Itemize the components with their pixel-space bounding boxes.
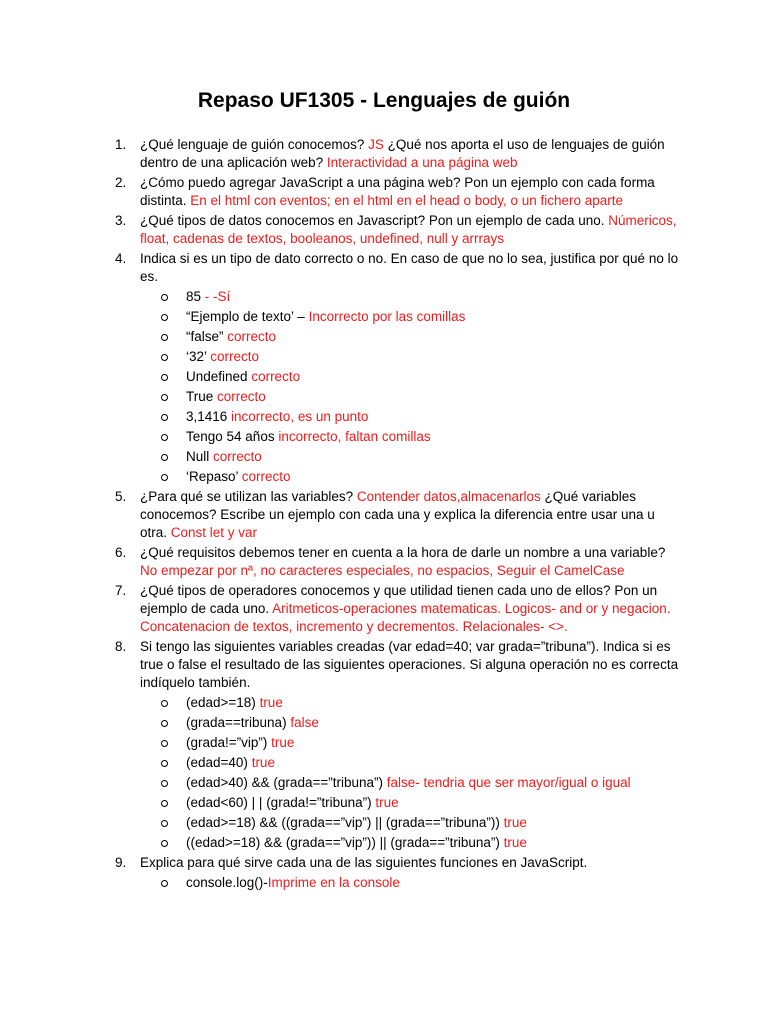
question-item [115,136,680,172]
sub-item [140,288,680,306]
sub-item-answer: Imprime en la console [267,875,400,890]
question-text: Indica si es un tipo de dato correcto o no. En caso de que no lo sea, justifica por qué no lo es. [140,251,679,284]
sub-item [140,754,680,772]
sub-item-answer: correcto [213,449,262,464]
question-item [115,544,680,580]
question-text: Si tengo las siguientes variables creadas (var edad=40; var grada=”tribuna”). Indica si es true o false el resultado de las siguientes operaciones. Si alguna operación no es correcta indíquelo también. [140,639,679,690]
sub-item-text: (edad=40) [186,755,252,770]
question-text: Explica para qué sirve cada una de las siguientes funciones en JavaScript. [140,855,588,870]
answer-text: Aritmeticos-operaciones matematicas. Logicos- and or y negacion. Concatenacion de textos, incremento y decrementos. Relacionales- <>. [140,601,671,634]
sub-item-answer: - -Sí [204,289,231,304]
question-item [115,174,680,210]
sub-item [140,874,680,892]
question-text: ¿Qué nos aporta el uso de lenguajes de guión dentro de una aplicación web? [140,137,665,170]
sub-list [140,694,680,852]
sub-item [140,448,680,466]
sub-item-text: (grada!=”vip”) [186,735,272,750]
answer-text: No empezar por nª, no caracteres especiales, no espacios, Seguir el CamelCase [140,563,625,578]
sub-item [140,734,680,752]
sub-item-text: Null [186,449,214,464]
question-number: 2. [115,175,127,190]
sub-item-text: 85 [186,289,205,304]
sub-item [140,368,680,386]
sub-item [140,348,680,366]
question-number: 1. [115,137,127,152]
sub-list [140,288,680,486]
answer-text: Númericos, float, cadenas de textos, booleanos, undefined, null y arrrays [140,213,677,246]
question-text: ¿Qué tipos de operadores conocemos y que utilidad tienen cada uno de ellos? Pon un ejemplo de cada uno. [140,583,658,616]
sub-item-answer: true [503,815,527,830]
question-number: 8. [115,639,127,654]
question-item [115,250,680,486]
sub-item [140,714,680,732]
answer-text: JS [368,137,384,152]
question-number: 4. [115,251,127,266]
question-item [115,212,680,248]
sub-item-answer: correcto [251,369,301,384]
question-text: ¿Cómo puedo agregar JavaScript a una página web? Pon un ejemplo con cada forma distinta. [140,175,655,208]
sub-item-text: ((edad>=18) && (grada==”vip”)) || (grada==”tribuna”) [186,835,504,850]
question-text: ¿Qué tipos de datos conocemos en Javascript? Pon un ejemplo de cada uno. [140,213,609,228]
question-number: 9. [115,855,127,870]
sub-item-answer: correcto [227,329,277,344]
sub-item-text: Undefined [186,369,252,384]
sub-item-answer: true [375,795,399,810]
sub-item-text: (edad>40) && (grada==”tribuna”) [186,775,387,790]
sub-item-answer: false [290,715,319,730]
sub-item [140,408,680,426]
sub-item-text: 3,1416 [186,409,232,424]
sub-item-text: (edad>=18) && ((grada==”vip”) || (grada==”tribuna”)) [186,815,504,830]
sub-item [140,694,680,712]
sub-item-answer: false- tendria que ser mayor/igual o igual [386,775,631,790]
document-title: Repaso UF1305 - Lenguajes de guión [197,89,571,112]
sub-item [140,794,680,812]
sub-item-answer: true [503,835,527,850]
sub-item [140,308,680,326]
sub-item [140,774,680,792]
question-number: 7. [115,583,127,598]
question-item [115,582,680,636]
sub-item-text: (edad>=18) [186,695,260,710]
sub-item-answer: correcto [217,389,266,404]
sub-item-answer: true [259,695,283,710]
sub-item [140,814,680,832]
sub-item-answer: correcto [241,469,291,484]
sub-list [140,874,680,892]
answer-text: Contender datos,almacenarlos [356,489,541,504]
question-item [115,854,680,892]
sub-item-answer: incorrecto, es un punto [231,409,369,424]
sub-item-text: (grada==tribuna) [186,715,291,730]
sub-item-answer: Incorrecto por las comillas [308,309,466,324]
answer-text: En el html con eventos; en el html en el head o body, o un fichero aparte [190,193,624,208]
question-item [115,488,680,542]
question-item [115,638,680,852]
sub-item-answer: true [251,755,275,770]
sub-item [140,388,680,406]
question-text: ¿Qué variables conocemos? Escribe un ejemplo con cada una y explica la diferencia entre usar una u otra. [140,489,655,540]
sub-item-text: “Ejemplo de texto’ – [186,309,309,324]
sub-item-text: console.log()- [186,875,268,890]
sub-item-text: Tengo 54 años [186,429,279,444]
sub-item-text: ‘32’ [186,349,211,364]
sub-item [140,468,680,486]
question-list [115,136,680,894]
sub-item-text: (edad<60) | | (grada!=”tribuna”) [186,795,376,810]
question-text: ¿Qué requisitos debemos tener en cuenta a la hora de darle un nombre a una variable? [140,545,666,560]
sub-item-text: True [186,389,218,404]
answer-text: Interactividad a una página web [326,155,518,170]
sub-item [140,328,680,346]
question-text: ¿Para qué se utilizan las variables? [140,489,357,504]
sub-item-answer: true [271,735,295,750]
sub-item-text: “false” [186,329,228,344]
question-number: 3. [115,213,127,228]
sub-item-answer: correcto [210,349,260,364]
answer-text: Const let y var [170,525,258,540]
sub-item-answer: incorrecto, faltan comillas [278,429,431,444]
question-number: 6. [115,545,127,560]
sub-item [140,834,680,852]
question-text: ¿Qué lenguaje de guión conocemos? [140,137,369,152]
sub-item-text: ‘Repaso’ [186,469,242,484]
question-number: 5. [115,489,127,504]
sub-item [140,428,680,446]
